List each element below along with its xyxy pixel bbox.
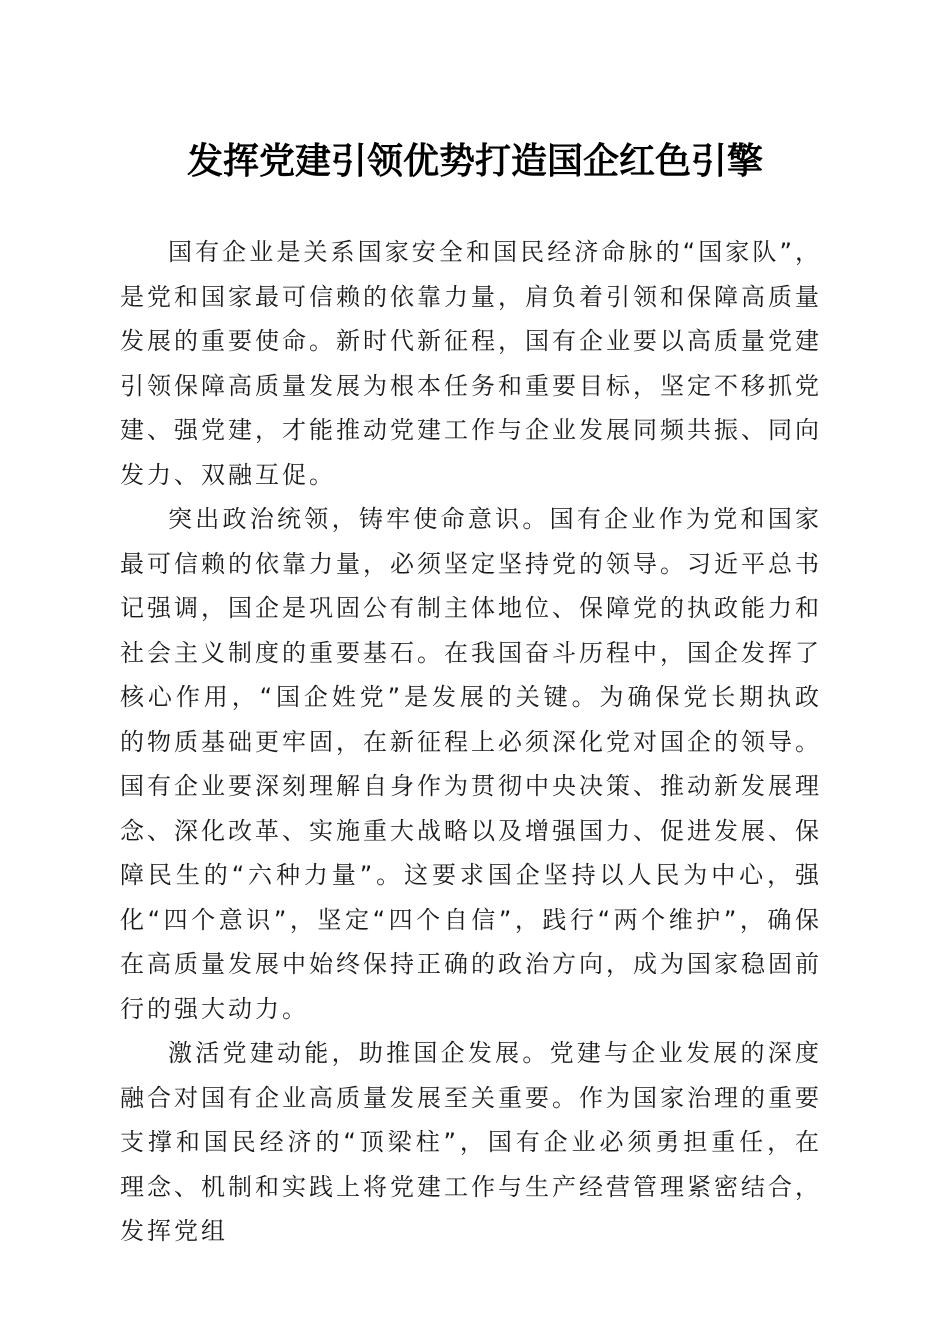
document-title: 发挥党建引领优势打造国企红色引擎 [186,140,763,182]
paragraph-2: 突出政治统领，铸牢使命意识。国有企业作为党和国家最可信赖的依靠力量，必须坚定坚持党的领导。习近平总书记强调，国企是巩固公有制主体地位、保障党的执政能力和社会主义制度的重要基石。在我国奋斗历程中，国企发挥了核心作用，“国企姓党”是发展的关键。为确保党长期执政的物质基础更牢固，在新征程上必须深化党对国企的领导。国有企业要深刻理解自身作为贯彻中央决策、推动新发展理念、深化改革、实施重大战略以及增强国力、促进发展、保障民生的“六种力量”。这要求国企坚持以人民为中心，强化“四个意识”，坚定“四个自信”，践行“两个维护”，确保在高质量发展中始终保持正确的政治方向，成为国家稳固前行的强大动力。 [120,505,822,1023]
document-body [120,230,822,1254]
paragraph-3: 激活党建动能，助推国企发展。党建与企业发展的深度融合对国有企业高质量发展至关重要。作为国家治理的重要支撑和国民经济的“顶梁柱”，国有企业必须勇担重任，在理念、机制和实践上将党建工作与生产经营管理紧密结合，发挥党组 [120,1039,822,1245]
paragraph-1: 国有企业是关系国家安全和国民经济命脉的“国家队”，是党和国家最可信赖的依靠力量，肩负着引领和保障高质量发展的重要使命。新时代新征程，国有企业要以高质量党建引领保障高质量发展为根本任务和重要目标，坚定不移抓党建、强党建，才能推动党建工作与企业发展同频共振、同向发力、双融互促。 [120,238,822,489]
